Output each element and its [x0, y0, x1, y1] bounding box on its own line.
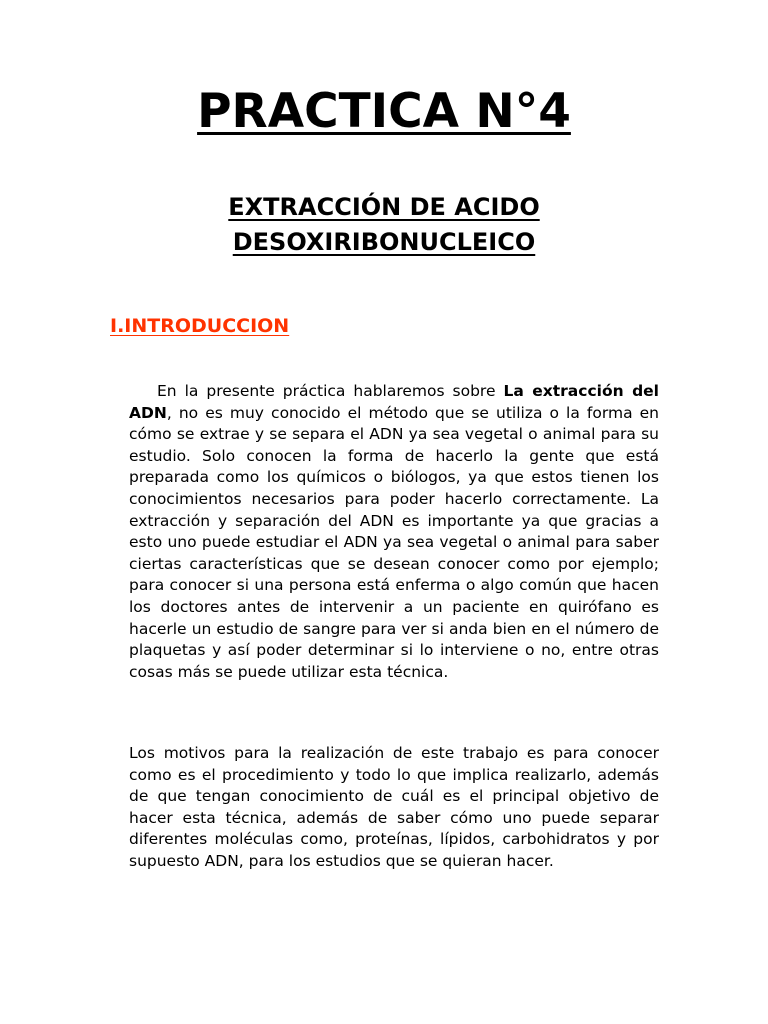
subtitle-line-2: DESOXIRIBONUCLEICO: [232, 228, 536, 256]
paragraph-1-lead: En la presente práctica hablaremos sobre: [157, 382, 504, 400]
page-title-text: PRACTICA N°4: [197, 84, 571, 139]
intro-paragraph-1: [129, 381, 659, 683]
intro-paragraph-2: Los motivos para la realización de este trabajo es para conocer como es el procedimiento y todo lo que implica realizarlo, además de que tengan conocimiento de cuál es el principal objetivo de hacer esta técnica, además de saber cómo uno puede separar diferentes moléculas como, proteínas, lípidos, carbohidratos y por supuesto ADN, para los estudios que se quieran hacer.: [129, 744, 659, 870]
paragraph-1-bold-term: La extracción del ADN: [129, 382, 659, 422]
page-title: [0, 82, 768, 142]
section-heading-introduction: I.INTRODUCCION: [110, 315, 290, 337]
document-subtitle: [0, 190, 768, 260]
subtitle-line-1: EXTRACCIÓN DE ACIDO: [228, 193, 540, 221]
paragraph-1-rest: , no es muy conocido el método que se utiliza o la forma en cómo se extrae y se separa el ADN ya sea vegetal o animal para su estudio. Solo conocen la forma de hacerlo la gente que está preparada como los químicos o biólogos, ya que estos tienen los conocimientos necesarios para poder hacerlo correctamente. La extracción y separación del ADN es importante ya que gracias a esto uno puede estudiar el ADN ya sea vegetal o animal para saber ciertas características que se desean conocer como por ejemplo; para conocer si una persona está enferma o algo común que hacen los doctores antes de intervenir a un paciente en quirófano es hacerle un estudio de sangre para ver si anda bien en el número de plaquetas y así poder determinar si lo interviene o no, entre otras cosas más se puede utilizar esta técnica.: [129, 403, 659, 681]
